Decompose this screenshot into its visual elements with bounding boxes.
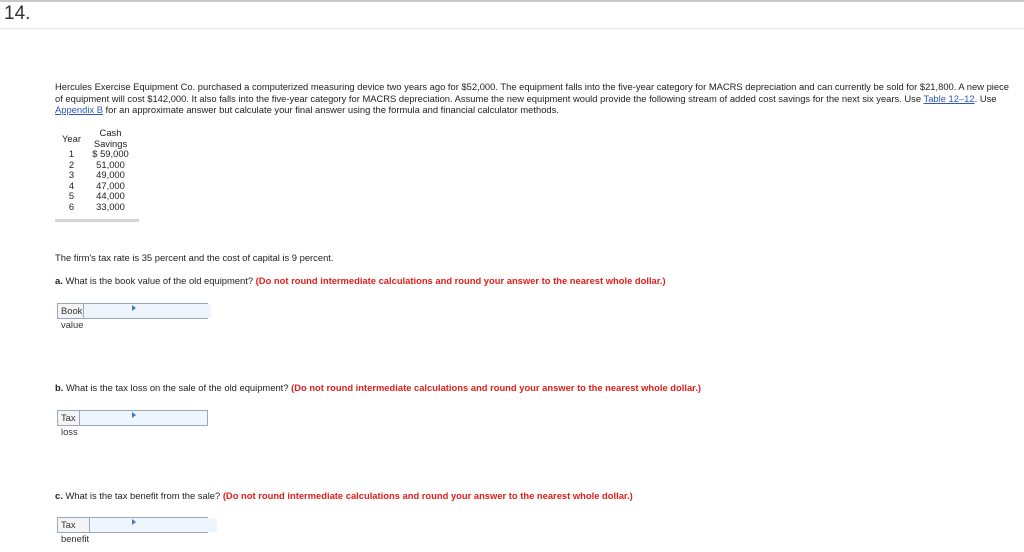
question-b-note: (Do not round intermediate calculations and round your answer to the nearest whole dollar.) bbox=[291, 382, 702, 393]
book-value-field bbox=[57, 303, 208, 330]
tax-rate-text: The firm's tax rate is 35 percent and the cost of capital is 9 percent. bbox=[55, 252, 334, 263]
year-cell: 5 bbox=[68, 190, 75, 202]
year-cell: 4 bbox=[68, 179, 75, 191]
col-header-year: Year bbox=[62, 132, 81, 144]
question-a bbox=[55, 275, 666, 286]
question-a-text: What is the book value of the old equipment? bbox=[65, 275, 254, 286]
savings-cell: 47,000 bbox=[96, 179, 125, 191]
question-c-note: (Do not round intermediate calculations and round your answer to the nearest whole dollar.) bbox=[222, 490, 633, 501]
problem-text-after: for an approximate answer but calculate your final answer using the formula and financial calculator methods. bbox=[102, 104, 559, 115]
problem-statement bbox=[55, 81, 1015, 116]
book-value-label: Book value bbox=[58, 304, 84, 318]
year-cell: 1 bbox=[68, 148, 75, 159]
col-header-savings-line2: Savings bbox=[93, 138, 128, 149]
input-marker-icon bbox=[132, 412, 136, 418]
savings-cell: 49,000 bbox=[96, 169, 125, 181]
tax-loss-field bbox=[57, 410, 208, 437]
table-row bbox=[55, 149, 133, 160]
question-c bbox=[55, 490, 633, 501]
cash-savings-table bbox=[55, 127, 133, 213]
question-a-note: (Do not round intermediate calculations and round your answer to the nearest whole dollar.) bbox=[255, 275, 666, 286]
question-b-text: What is the tax loss on the sale of the old equipment? bbox=[65, 382, 289, 393]
problem-text-before: Hercules Exercise Equipment Co. purchased a computerized measuring device two years ago for $52,000. The equipment falls into the five-year category for MACRS depreciation and can currently be sold for $21,800. A new piece of equipment will cost $142,000. It also falls into the five-year category for MACRS depreciation. Assume the new equipment would provide the following stream of added cost savings for the next six years. Use bbox=[55, 81, 1009, 104]
savings-cell: $ 59,000 bbox=[92, 148, 129, 159]
table-bottom-bar bbox=[55, 219, 139, 222]
savings-cell: 33,000 bbox=[96, 200, 125, 212]
top-border bbox=[0, 0, 1024, 2]
question-b bbox=[55, 382, 701, 393]
input-marker-icon bbox=[132, 305, 136, 311]
year-cell: 6 bbox=[68, 200, 75, 212]
tax-benefit-input[interactable] bbox=[90, 518, 217, 532]
savings-cell: 51,000 bbox=[96, 158, 125, 170]
tax-loss-label: Tax loss bbox=[58, 411, 80, 425]
table-12-12-link[interactable]: Table 12–12 bbox=[923, 92, 975, 104]
book-value-input[interactable] bbox=[84, 304, 211, 318]
question-number: 14. bbox=[4, 3, 31, 24]
savings-cell: 44,000 bbox=[96, 190, 125, 202]
input-marker-icon bbox=[132, 519, 136, 525]
year-cell: 2 bbox=[68, 158, 75, 170]
col-header-savings bbox=[88, 127, 133, 149]
problem-text-mid: . Use bbox=[974, 92, 997, 104]
col-header-savings-line1: Cash bbox=[99, 127, 122, 138]
tax-loss-input[interactable] bbox=[80, 411, 207, 425]
tax-benefit-label: Tax benefit bbox=[58, 518, 90, 532]
header-divider bbox=[0, 28, 1024, 29]
question-a-label: a. bbox=[55, 275, 63, 286]
question-c-label: c. bbox=[55, 490, 63, 501]
table-row bbox=[55, 202, 133, 213]
question-b-label: b. bbox=[55, 382, 64, 393]
appendix-b-link[interactable]: Appendix B bbox=[55, 104, 103, 115]
year-cell: 3 bbox=[68, 169, 75, 181]
tax-benefit-field bbox=[57, 517, 208, 544]
question-c-text: What is the tax benefit from the sale? bbox=[65, 490, 221, 501]
